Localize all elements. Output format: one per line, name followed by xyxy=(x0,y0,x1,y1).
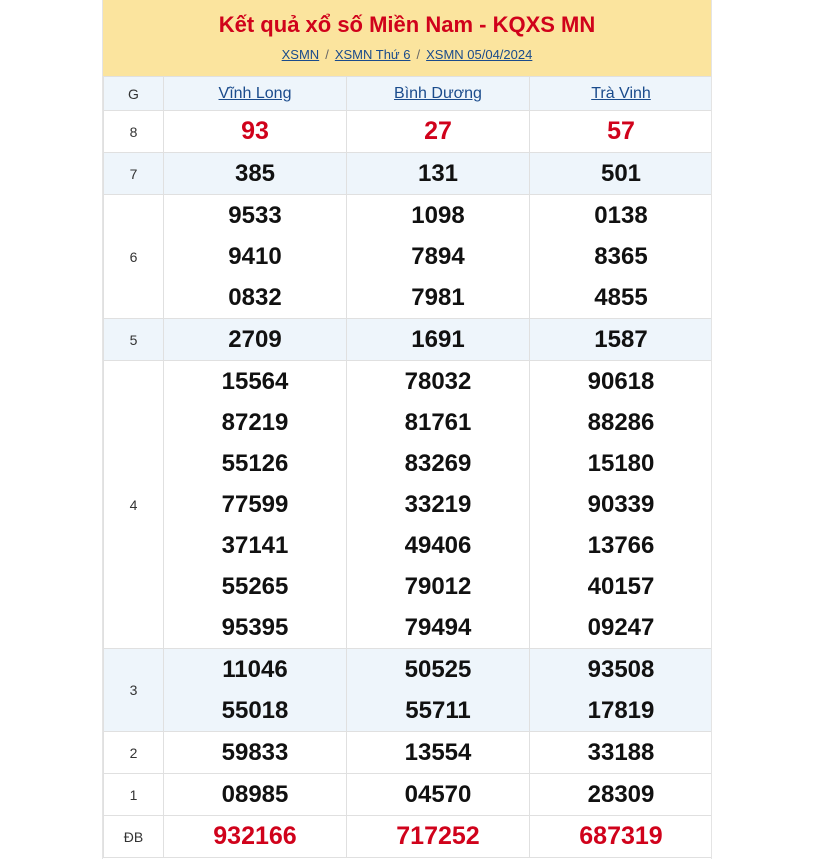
lottery-number: 1587 xyxy=(594,326,648,353)
lottery-number: 27 xyxy=(424,117,452,145)
prize-label: 8 xyxy=(104,111,164,153)
lottery-number: 11046 xyxy=(222,656,288,683)
breadcrumb-separator: / xyxy=(416,47,421,62)
prize-label: 7 xyxy=(104,153,164,195)
lottery-number: 2709 xyxy=(228,326,282,353)
lottery-number: 33219 xyxy=(404,491,472,518)
lottery-number: 4855 xyxy=(594,284,648,311)
lottery-number: 17819 xyxy=(587,697,655,724)
breadcrumb xyxy=(103,47,711,63)
prize-cell-tra-vinh xyxy=(530,732,713,774)
lottery-number: 08985 xyxy=(221,781,289,808)
lottery-number: 79012 xyxy=(404,573,472,600)
prize-label: 4 xyxy=(104,361,164,649)
prize-row xyxy=(104,732,713,774)
lottery-number: 93508 xyxy=(587,656,655,683)
prize-label: 2 xyxy=(104,732,164,774)
lottery-number: 57 xyxy=(607,117,635,145)
prize-cell-tra-vinh xyxy=(530,361,713,649)
prize-cell-vinh-long xyxy=(164,649,347,732)
lottery-number: 15564 xyxy=(221,368,289,395)
lottery-number: 55018 xyxy=(221,697,289,724)
lottery-number: 79494 xyxy=(404,614,472,641)
breadcrumb-xsmn-date[interactable]: XSMN 05/04/2024 xyxy=(426,47,533,62)
prize-cell-binh-duong xyxy=(347,361,530,649)
prize-label: ĐB xyxy=(104,816,164,858)
breadcrumb-separator: / xyxy=(325,47,329,62)
lottery-number: 0832 xyxy=(228,284,282,311)
prize-row xyxy=(104,361,713,649)
prize-row xyxy=(104,649,713,732)
province-link-vinh-long[interactable]: Vĩnh Long xyxy=(218,84,292,102)
results-table xyxy=(103,76,712,858)
lottery-number: 50525 xyxy=(404,656,472,683)
prize-cell-binh-duong xyxy=(347,816,530,858)
lottery-number: 687319 xyxy=(579,822,663,850)
lottery-number: 90339 xyxy=(587,491,655,518)
results-header xyxy=(103,0,711,76)
prize-row xyxy=(104,319,713,361)
lottery-number: 09247 xyxy=(587,614,655,641)
lottery-number: 55265 xyxy=(221,573,289,600)
prize-cell-tra-vinh xyxy=(530,319,713,361)
prize-row xyxy=(104,195,713,319)
prize-cell-binh-duong xyxy=(347,111,530,153)
lottery-number: 87219 xyxy=(221,409,289,436)
lottery-number: 59833 xyxy=(221,739,289,766)
prize-cell-binh-duong xyxy=(347,732,530,774)
lottery-number: 78032 xyxy=(404,368,472,395)
prize-row xyxy=(104,153,713,195)
prize-cell-binh-duong xyxy=(347,319,530,361)
lottery-number: 385 xyxy=(234,160,276,187)
prize-label: 5 xyxy=(104,319,164,361)
lottery-number: 90618 xyxy=(587,368,655,395)
lottery-number: 49406 xyxy=(404,532,472,559)
prize-label: 6 xyxy=(104,195,164,319)
prize-cell-vinh-long xyxy=(164,319,347,361)
lottery-number: 7981 xyxy=(411,284,465,311)
results-panel xyxy=(102,0,712,859)
province-link-tra-vinh[interactable]: Trà Vinh xyxy=(591,84,651,102)
lottery-number: 93 xyxy=(241,117,269,145)
table-header-row xyxy=(104,77,713,111)
prize-cell-binh-duong xyxy=(347,649,530,732)
lottery-number: 83269 xyxy=(404,450,472,477)
lottery-number: 28309 xyxy=(587,781,655,808)
prize-row xyxy=(104,111,713,153)
prize-cell-tra-vinh xyxy=(530,816,713,858)
prize-cell-vinh-long xyxy=(164,732,347,774)
prize-label: 1 xyxy=(104,774,164,816)
lottery-number: 04570 xyxy=(404,781,472,808)
prize-cell-vinh-long xyxy=(164,153,347,195)
prize-row xyxy=(104,816,713,858)
lottery-number: 95395 xyxy=(221,614,289,641)
lottery-number: 55126 xyxy=(221,450,289,477)
lottery-number: 33188 xyxy=(587,739,655,766)
column-header-binh-duong xyxy=(347,77,530,111)
prize-cell-vinh-long xyxy=(164,111,347,153)
prize-cell-vinh-long xyxy=(164,774,347,816)
column-header-tra-vinh xyxy=(530,77,713,111)
lottery-number: 0138 xyxy=(594,202,648,229)
lottery-number: 932166 xyxy=(213,822,297,850)
prize-cell-vinh-long xyxy=(164,361,347,649)
lottery-number: 81761 xyxy=(404,409,472,436)
prize-cell-vinh-long xyxy=(164,195,347,319)
prize-cell-tra-vinh xyxy=(530,649,713,732)
lottery-number: 13554 xyxy=(404,739,472,766)
lottery-number: 1098 xyxy=(411,202,465,229)
prize-cell-vinh-long xyxy=(164,816,347,858)
prize-cell-tra-vinh xyxy=(530,195,713,319)
lottery-number: 8365 xyxy=(594,243,648,270)
prize-cell-tra-vinh xyxy=(530,111,713,153)
breadcrumb-xsmn[interactable]: XSMN xyxy=(281,47,320,62)
lottery-number: 717252 xyxy=(396,822,480,850)
prize-cell-tra-vinh xyxy=(530,774,713,816)
lottery-number: 9533 xyxy=(228,202,282,229)
lottery-number: 501 xyxy=(600,160,642,187)
prize-label: 3 xyxy=(104,649,164,732)
lottery-number: 77599 xyxy=(221,491,289,518)
lottery-number: 40157 xyxy=(587,573,655,600)
prize-cell-binh-duong xyxy=(347,153,530,195)
lottery-number: 88286 xyxy=(587,409,655,436)
lottery-number: 7894 xyxy=(411,243,465,270)
column-header-vinh-long xyxy=(164,77,347,111)
breadcrumb-xsmn-thu-6[interactable]: XSMN Thứ 6 xyxy=(334,47,411,62)
prize-row xyxy=(104,774,713,816)
lottery-number: 15180 xyxy=(587,450,655,477)
page-title: Kết quả xổ số Miền Nam - KQXS MN xyxy=(218,12,596,37)
lottery-number: 9410 xyxy=(228,243,282,270)
prize-cell-tra-vinh xyxy=(530,153,713,195)
prize-cell-binh-duong xyxy=(347,774,530,816)
lottery-number: 131 xyxy=(417,160,459,187)
province-link-binh-duong[interactable]: Bình Dương xyxy=(394,84,482,102)
prize-cell-binh-duong xyxy=(347,195,530,319)
column-header-prize: G xyxy=(104,77,164,111)
lottery-number: 1691 xyxy=(411,326,465,353)
lottery-number: 55711 xyxy=(405,697,471,724)
lottery-number: 37141 xyxy=(221,532,289,559)
lottery-number: 13766 xyxy=(587,532,655,559)
